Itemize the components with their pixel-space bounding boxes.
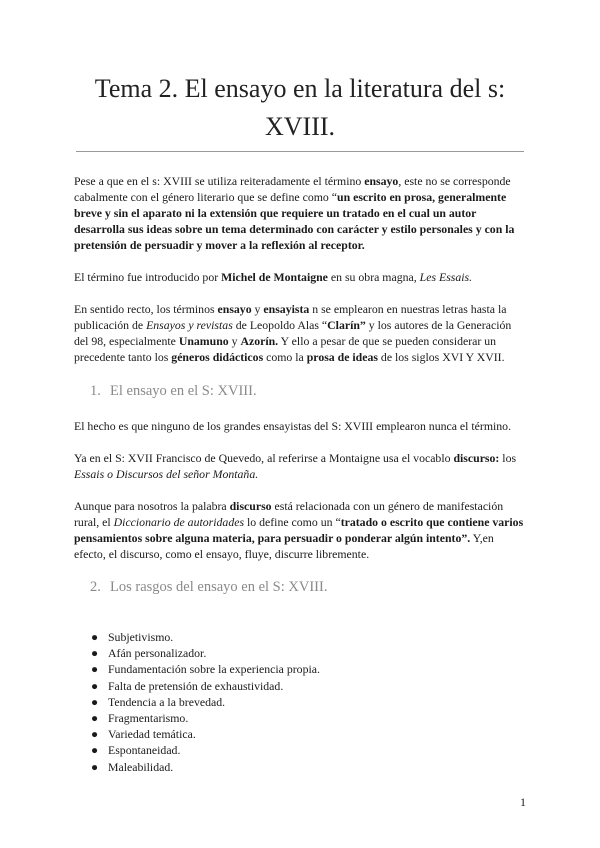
list-item-text: Subjetivismo.	[108, 630, 174, 644]
list-item-text: Afán personalizador.	[108, 646, 207, 661]
list-item	[74, 629, 320, 645]
section-1-number: 1.	[90, 383, 101, 399]
p6-text-c: está relacionada con un género de manifestación rural, el	[74, 499, 504, 529]
p3-generos-didacticos: géneros didácticos	[171, 350, 264, 364]
p5-discurso: discurso:	[453, 451, 500, 465]
document-title	[60, 70, 540, 146]
bullet-icon: ●	[91, 678, 99, 693]
p6-discurso: discurso	[229, 499, 272, 513]
paragraph-intro	[74, 173, 526, 253]
bullet-icon: ●	[91, 662, 99, 677]
p2-text-c: en su obra magna,	[327, 270, 420, 284]
p2-les-essais: Les Essais.	[419, 270, 473, 284]
bullet-icon: ●	[91, 743, 99, 758]
list-item	[74, 678, 320, 694]
p3-ensayos-y-revistas: Ensayos y revistas	[146, 318, 233, 332]
paragraph-discurso	[74, 498, 526, 562]
paragraph-quevedo	[74, 450, 526, 482]
p2-text-a: El término fue introducido por	[74, 270, 222, 284]
p3-ensayista: ensayista	[263, 302, 310, 316]
p5-text-a: Ya en el S: XVII Francisco de Quevedo, al referirse a Montaigne usa el vocablo	[74, 451, 454, 465]
p5-essais-title: Essais o Discursos del señor Montaña.	[74, 467, 259, 481]
bullet-icon: ●	[91, 630, 99, 644]
list-item	[74, 661, 320, 677]
p1-text-c: , este no se corresponde cabalmente con el género literario que se define como “	[74, 174, 511, 204]
list-item	[74, 694, 320, 710]
p3-text-i: y los autores de la Generación del 98, especialmente	[74, 318, 512, 348]
p1-term-ensayo: ensayo	[364, 174, 399, 188]
list-item	[74, 742, 320, 758]
p6-definition: tratado o escrito que contiene varios pensamientos sobre alguna materia, para persuadir o ponderar algún intento”.	[74, 515, 524, 545]
bullet-icon: ●	[91, 759, 99, 774]
p3-text-g: de Leopoldo Alas “	[232, 318, 328, 332]
bullet-icon: ●	[91, 694, 99, 709]
title-line-1: Tema 2. El ensayo en la literatura del s:	[94, 74, 506, 103]
list-item-text: Fundamentación sobre la experiencia propia.	[108, 662, 320, 677]
bullet-icon: ●	[91, 646, 99, 661]
p3-text-e: n se emplearon en nuestras letras hasta la publicación de	[74, 302, 507, 332]
p3-text-c: y	[251, 302, 264, 316]
section-1-title: El ensayo en el S: XVIII.	[110, 383, 257, 399]
list-item	[74, 645, 320, 661]
p1-text-a: Pese a que en el s: XVIII se utiliza reiteradamente el término	[74, 174, 365, 188]
list-item-text: Falta de pretensión de exhaustividad.	[108, 678, 284, 693]
bullet-icon: ●	[91, 711, 99, 726]
p6-diccionario: Diccionario de autoridades	[113, 515, 245, 529]
p3-ensayo: ensayo	[217, 302, 252, 316]
p3-text-m: Y ello a pesar de que se pueden considerar un precedente tanto los	[74, 334, 497, 364]
p6-text-a: Aunque para nosotros la palabra	[74, 499, 230, 513]
page-number: 1	[520, 795, 526, 809]
list-item-text: Variedad temática.	[108, 727, 196, 742]
list-item-text: Tendencia a la brevedad.	[108, 694, 226, 709]
p2-montaigne: Michel de Montaigne	[221, 270, 328, 284]
paragraph-ninguno: El hecho es que ninguno de los grandes ensayistas del S: XVIII emplearon nunca el término.	[74, 419, 512, 433]
list-item-text: Espontaneidad.	[108, 743, 181, 758]
list-item-text: Maleabilidad.	[108, 759, 174, 774]
p3-text-o: como la	[263, 350, 307, 364]
p3-text-q: de los siglos XVI Y XVII.	[377, 350, 505, 364]
p3-text-a: En sentido recto, los términos	[74, 302, 218, 316]
p3-unamuno: Unamuno	[178, 334, 229, 348]
list-item	[74, 759, 320, 775]
p3-prosa-de-ideas: prosa de ideas	[306, 350, 378, 364]
section-heading-2	[90, 579, 327, 596]
p3-clarin: Clarín”	[327, 318, 366, 332]
p6-text-e: lo define como un “	[244, 515, 341, 529]
section-heading-1	[90, 383, 257, 400]
section-2-number: 2.	[90, 579, 101, 595]
section-2-title: Los rasgos del ensayo en el S: XVIII.	[110, 579, 328, 595]
p6-text-g: Y,en efecto, el discurso, como el ensayo, fluye, discurre libremente.	[74, 531, 494, 561]
list-item	[74, 710, 320, 726]
bullet-icon: ●	[91, 727, 99, 742]
p3-text-k: y	[228, 334, 241, 348]
title-line-2: XVIII.	[264, 112, 336, 141]
paragraph-sentido-recto	[74, 301, 526, 365]
p3-azorin: Azorín.	[240, 334, 279, 348]
list-item	[74, 726, 320, 742]
traits-list	[74, 629, 320, 775]
list-item-text: Fragmentarismo.	[108, 711, 189, 726]
p1-definition: un escrito en prosa, generalmente breve y sin el aparato ni la extensión que requiere un tratado en el cual un autor desarrolla sus ideas sobre un tema determinado con carácter y estilo personales y con la pretensión de persuadir y mover a la reflexión al receptor.	[74, 190, 515, 252]
paragraph-montaigne	[74, 269, 526, 285]
title-divider	[76, 151, 524, 152]
p5-text-c: los	[499, 451, 517, 465]
